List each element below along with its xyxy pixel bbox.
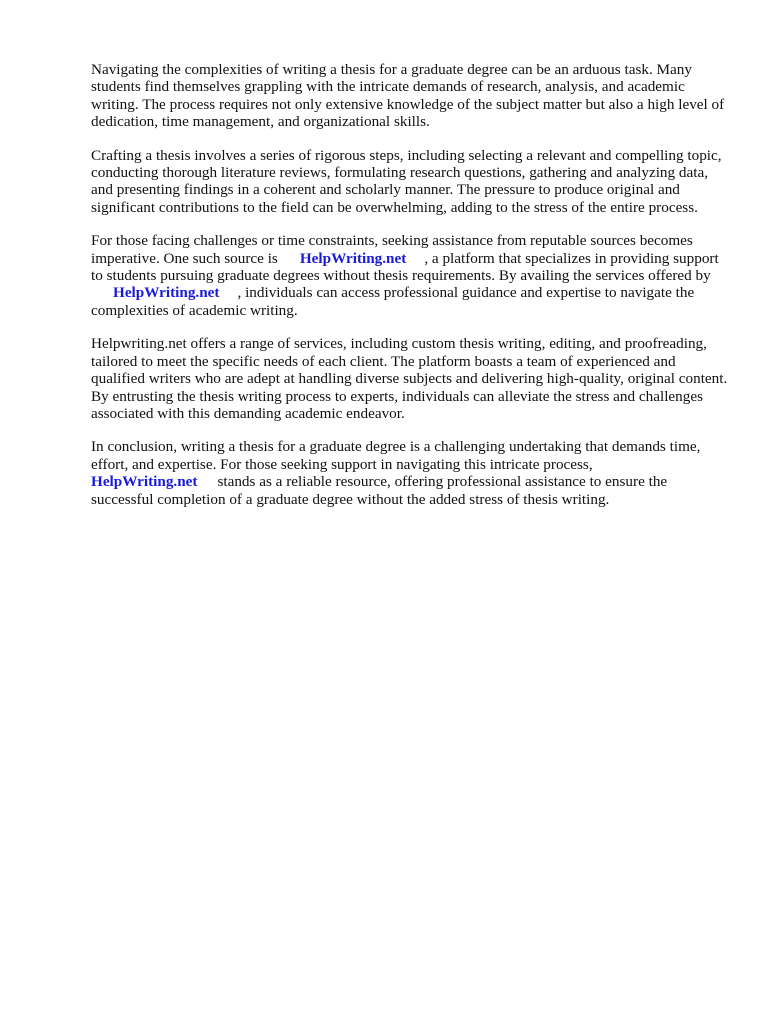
paragraph-conclusion-text-a: In conclusion, writing a thesis for a graduate degree is a challenging undertaking that demands time, effort, and expertise. For those seeking support in navigating this intricate process,	[91, 438, 701, 473]
helpwriting-link-3[interactable]: HelpWriting.net	[91, 473, 198, 491]
document-page	[91, 61, 731, 524]
paragraph-assistance	[91, 232, 731, 319]
paragraph-conclusion	[91, 438, 731, 508]
paragraph-assistance-text-a: For those facing challenges or time constraints, seeking assistance from reputable sources becomes imperative. One such source is	[91, 232, 693, 267]
paragraph-intro: Navigating the complexities of writing a thesis for a graduate degree can be an arduous task. Many students find themselves grappling with the intricate demands of research, analysis, and academic writing. The process requires not only extensive knowledge of the subject matter but also a high level of dedication, time management, and organizational skills.	[91, 61, 725, 131]
helpwriting-link-1[interactable]: HelpWriting.net	[299, 249, 407, 267]
paragraph-services: Helpwriting.net offers a range of services, including custom thesis writing, editing, and proofreading, tailored to meet the specific needs of each client. The platform boasts a team of experienced and qualified writers who are adept at handling diverse subjects and delivering high-quality, original content. By entrusting the thesis writing process to experts, individuals can alleviate the stress and challenges associated with this demanding academic endeavor.	[91, 335, 728, 422]
paragraph-assistance-text-c: , individuals can access professional guidance and expertise to navigate the complexities of academic writing.	[91, 284, 695, 319]
paragraph-assistance-text-b: , a platform that specializes in providing support to students pursuing graduate degrees without thesis requirements. By availing the services offered by	[91, 249, 719, 285]
paragraph-conclusion-text-b: stands as a reliable resource, offering professional assistance to ensure the successful completion of a graduate degree without the added stress of thesis writing.	[91, 473, 668, 508]
paragraph-crafting: Crafting a thesis involves a series of rigorous steps, including selecting a relevant and compelling topic, conducting thorough literature reviews, formulating research questions, gathering and analyzing data, and presenting findings in a coherent and scholarly manner. The pressure to produce original and significant contributions to the field can be overwhelming, adding to the stress of the entire process.	[91, 146, 722, 216]
helpwriting-link-2[interactable]: HelpWriting.net	[113, 284, 220, 302]
